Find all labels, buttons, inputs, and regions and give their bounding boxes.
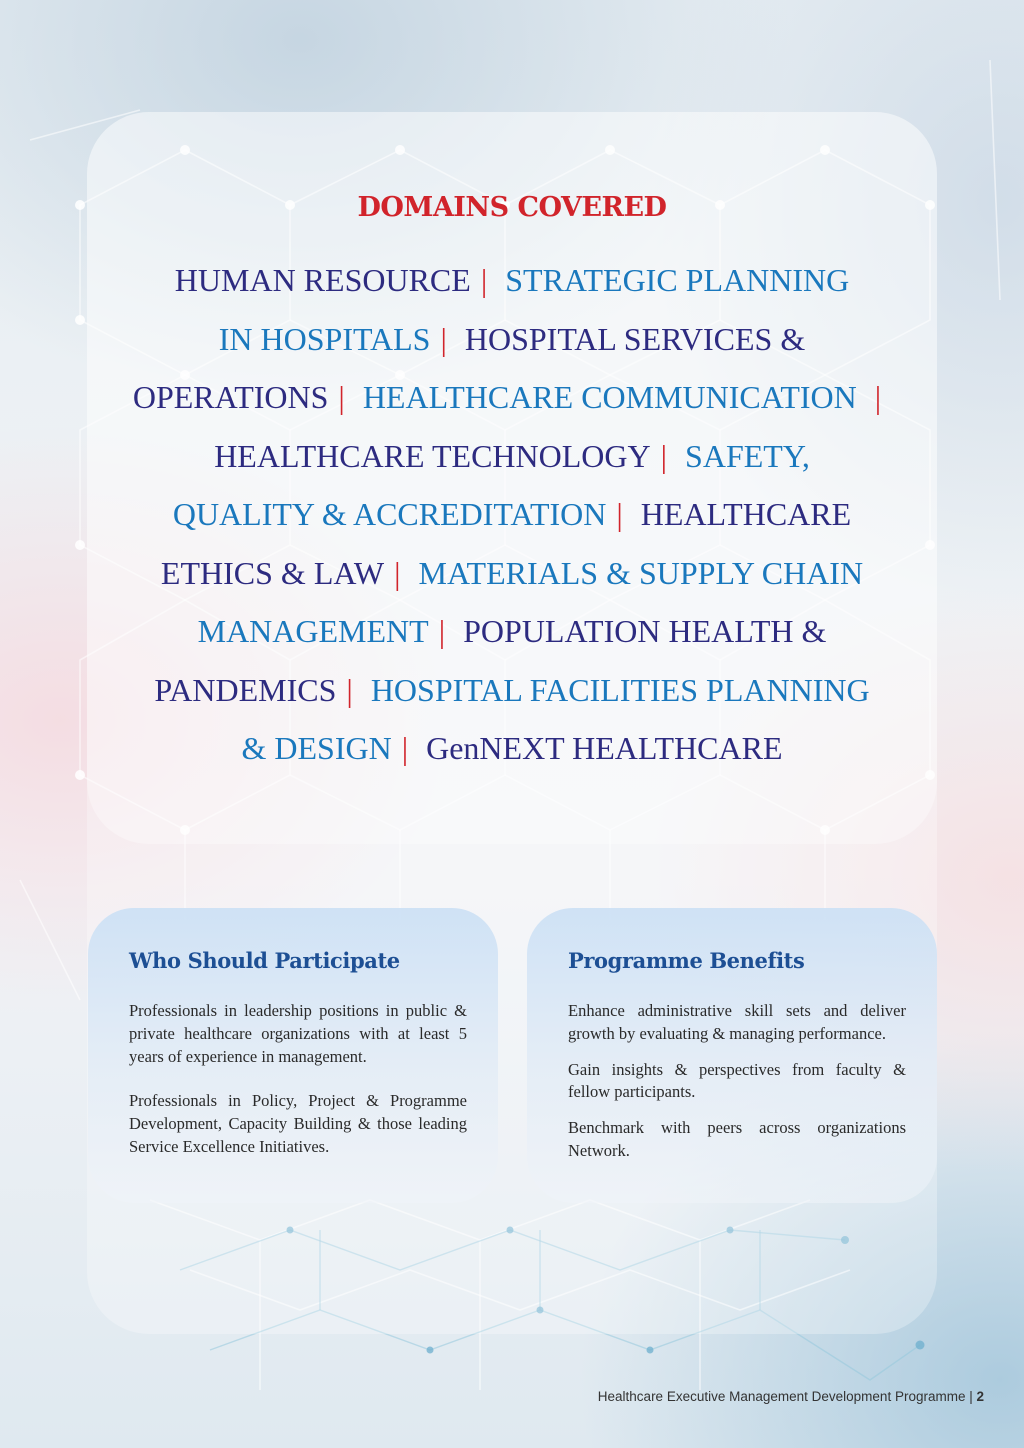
page-footer — [598, 1389, 984, 1404]
domain-separator: | — [346, 671, 353, 708]
domain-item: PANDEMICS — [154, 671, 337, 708]
domain-item: STRATEGIC PLANNING — [505, 262, 850, 298]
domain-separator: | — [401, 730, 409, 766]
domain-item: QUALITY & ACCREDITATION — [172, 496, 607, 532]
benefit-paragraph: Enhance administrative skill sets and deliver growth by evaluating & managing performance. — [568, 1001, 906, 1043]
domain-item: & DESIGN — [241, 730, 392, 766]
domain-separator: | — [394, 554, 401, 591]
domain-item: POPULATION HEALTH & — [463, 613, 827, 649]
programme-benefits-heading: Programme Benefits — [568, 948, 805, 973]
domain-separator: | — [874, 379, 882, 415]
domain-item: ETHICS & LAW — [160, 554, 385, 591]
who-paragraph: Professionals in leadership positions in public & private healthcare organizations with at least 5 years of experience in management. — [129, 1001, 467, 1066]
domain-item: MATERIALS & SUPPLY CHAIN — [418, 554, 864, 591]
domains-list — [130, 251, 894, 778]
benefit-paragraph: Gain insights & perspectives from faculty & fellow participants. — [568, 1059, 906, 1102]
domain-item: OPERATIONS — [132, 379, 329, 415]
who-should-participate-heading: Who Should Participate — [129, 948, 400, 973]
domain-separator: | — [660, 437, 668, 474]
who-should-participate-card — [88, 908, 498, 1203]
domain-item: HUMAN RESOURCE — [174, 262, 471, 298]
domain-item: IN HOSPITALS — [218, 320, 431, 357]
who-paragraph: Professionals in Policy, Project & Programme Development, Capacity Building & those leading Service Excellence Initiatives. — [129, 1091, 467, 1156]
domain-item: HOSPITAL SERVICES & — [464, 320, 806, 357]
domain-item: SAFETY, — [685, 437, 810, 474]
benefit-paragraph: Benchmark with peers across organizations Network. — [568, 1118, 906, 1160]
domain-item: GenNEXT HEALTHCARE — [426, 730, 783, 766]
domain-separator: | — [338, 379, 345, 415]
domain-item: HEALTHCARE — [640, 496, 852, 532]
domain-separator: | — [438, 613, 446, 649]
domain-item: MANAGEMENT — [197, 613, 429, 649]
domain-item: HEALTHCARE COMMUNICATION — [362, 379, 857, 415]
who-should-participate-body — [129, 1000, 467, 1181]
footer-text: Healthcare Executive Management Development Programme | — [597, 1389, 973, 1404]
domain-item: HEALTHCARE TECHNOLOGY — [214, 437, 651, 474]
domain-item: HOSPITAL FACILITIES PLANNING — [370, 671, 870, 708]
domain-separator: | — [440, 320, 447, 357]
programme-benefits-body — [568, 1000, 906, 1176]
domains-title: DOMAINS COVERED — [357, 192, 667, 223]
programme-benefits-card — [527, 908, 937, 1203]
domain-separator: | — [616, 496, 623, 532]
domain-separator: | — [480, 262, 488, 298]
page-number: 2 — [976, 1389, 984, 1404]
